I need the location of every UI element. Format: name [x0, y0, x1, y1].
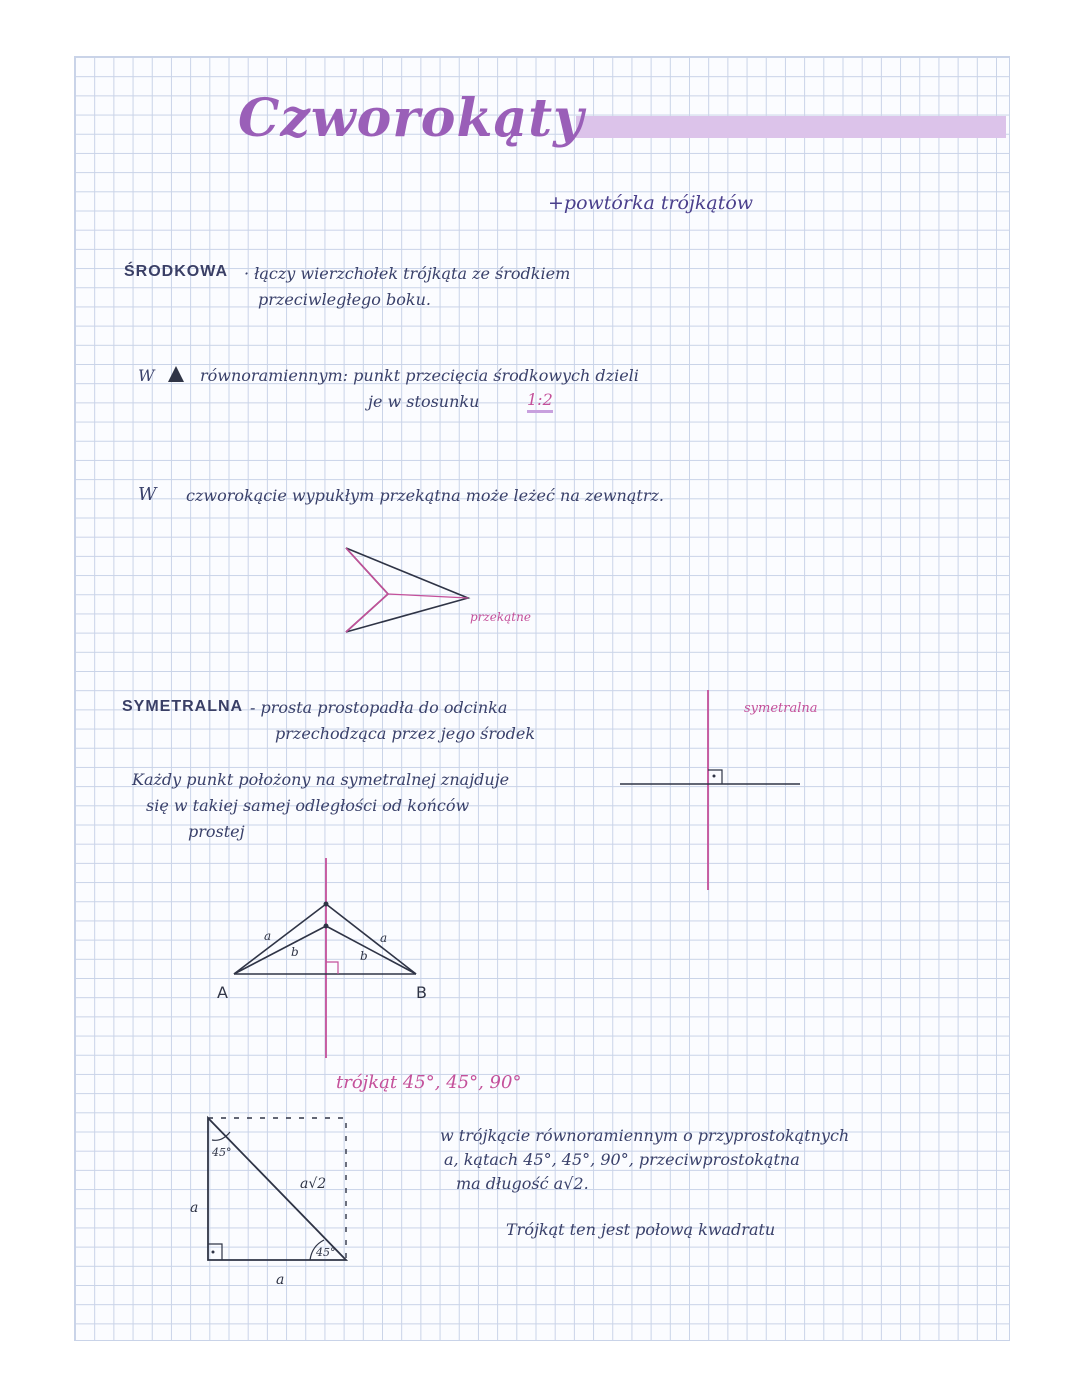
triangle45-heading: trójkąt 45°, 45°, 90° [336, 1072, 522, 1093]
leg-left-label: a [190, 1200, 199, 1216]
triangle45-note-line4: Trójkąt ten jest połową kwadratu [506, 1220, 776, 1239]
symetralna-definition-line2: przechodząca przez jego środek [275, 724, 536, 743]
symetralna-side-label: symetralna [744, 701, 818, 716]
srodkowa-definition-line1: · łączy wierzchołek trójkąta ze środkiem [244, 264, 571, 283]
perpendicular-bisector-diagram [620, 690, 818, 890]
bisector-triangles-diagram [217, 858, 427, 1058]
label-a-right: a [380, 931, 388, 945]
label-a-left: a [264, 929, 272, 943]
triangle-45-45-90-diagram [190, 1118, 346, 1288]
label-b-right: b [360, 949, 368, 963]
srodkowa-ratio: 1:2 [527, 390, 553, 413]
czworokat-prefix: W [138, 484, 157, 505]
czworokat-text: czworokącie wypukłym przekątna może leżeć na zewnątrz. [186, 486, 664, 505]
hypotenuse-label: a√2 [300, 1176, 327, 1192]
srodkowa-rule-line1: równoramiennym: punkt przecięcia środkowych dzieli [200, 366, 639, 385]
symetralna-rule-line2: się w takiej samej odległości od końców [146, 796, 470, 815]
right-angle-mark-icon [208, 1244, 222, 1260]
symetralna-rule-line3: prostej [188, 822, 245, 841]
page-title: Czworokąty [238, 88, 585, 149]
symetralna-label: SYMETRALNA [122, 698, 244, 715]
label-b-left: b [291, 945, 299, 959]
angle-label-bottom: 45° [316, 1246, 336, 1259]
srodkowa-definition-line2: przeciwległego boku. [258, 290, 431, 309]
right-angle-mark-icon [326, 962, 338, 974]
symetralna-definition-line1: - prosta prostopadła do odcinka [250, 698, 508, 717]
triangle45-note-line1: w trójkącie równoramiennym o przyprostokątnych [440, 1126, 850, 1145]
triangle45-note-line2: a, kątach 45°, 45°, 90°, przeciwprostokątna [444, 1150, 800, 1169]
diagonals-label: przekątne [470, 610, 531, 624]
srodkowa-label: ŚRODKOWA [124, 263, 228, 280]
vertex-label-A: A [217, 983, 228, 1002]
page-subtitle: +powtórka trójkątów [548, 192, 754, 214]
vertex-label-B: B [416, 983, 427, 1002]
srodkowa-rule-line2: je w stosunku [368, 392, 480, 411]
concave-quadrilateral-diagram [346, 548, 531, 632]
angle-label-top: 45° [212, 1146, 232, 1159]
symetralna-rule-line1: Każdy punkt położony na symetralnej znajduje [132, 770, 510, 789]
triangle45-note-line3: ma długość a√2. [456, 1174, 589, 1193]
leg-bottom-label: a [276, 1272, 285, 1288]
srodkowa-rule-prefix: W [138, 366, 155, 385]
